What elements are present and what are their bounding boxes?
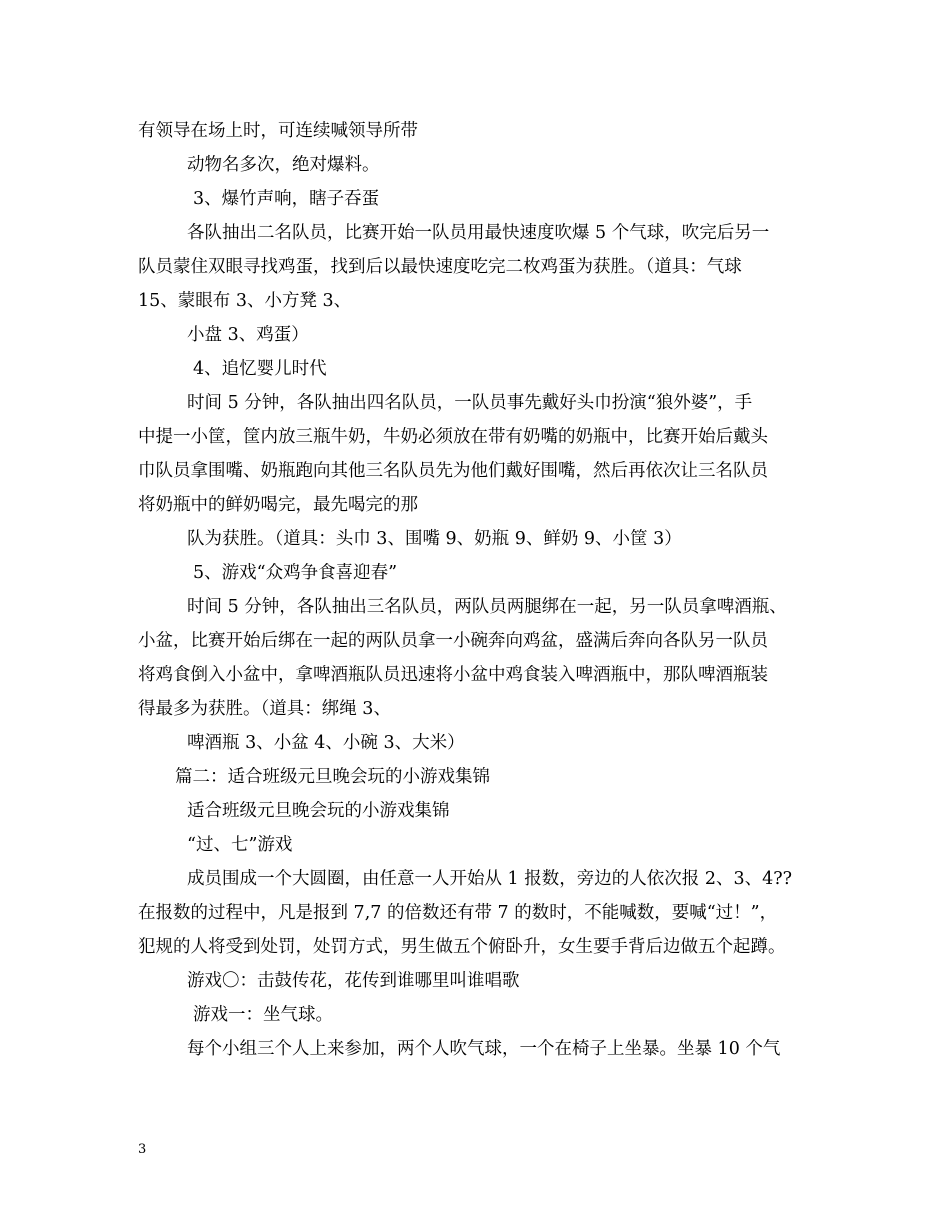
text-line: 队员蒙住双眼寻找鸡蛋，找到后以最快速度吃完二枚鸡蛋为获胜。（道具：气球: [138, 257, 742, 277]
section-heading: 5、游戏“众鸡争食喜迎春”: [193, 563, 398, 583]
text-line: 小盆，比赛开始后绑在一起的两队员拿一小碗奔向鸡盆，盛满后奔向各队另一队员: [138, 631, 768, 651]
text-line: 啤酒瓶 3、小盆 4、小碗 3、大米）: [187, 733, 465, 753]
text-line: 巾队员拿围嘴、奶瓶跑向其他三名队员先为他们戴好围嘴，然后再依次让三名队员: [138, 461, 768, 481]
text-line: 各队抽出二名队员，比赛开始一队员用最快速度吹爆 5 个气球，吹完后另一: [187, 223, 770, 243]
text-line: 每个小组三个人上来参加，两个人吹气球，一个在椅子上坐暴。坐暴 10 个气: [187, 1039, 781, 1059]
section-heading: 游戏一：坐气球。: [193, 1005, 333, 1025]
text-line: 将奶瓶中的鲜奶喝完，最先喝完的那: [138, 495, 418, 515]
text-line: 队为获胜。（道具：头巾 3、围嘴 9、奶瓶 9、鲜奶 9、小筐 3）: [187, 529, 682, 549]
subtitle: 适合班级元旦晚会玩的小游戏集锦: [187, 801, 450, 821]
text-line: 动物名多次，绝对爆料。: [187, 155, 380, 175]
text-line: 犯规的人将受到处罚，处罚方式，男生做五个俯卧升，女生要手背后边做五个起蹲。: [138, 937, 786, 957]
text-line: 得最多为获胜。（道具：绑绳 3、: [138, 699, 391, 719]
text-line: 在报数的过程中，凡是报到 7,7 的倍数还有带 7 的数时，不能喊数，要喊“过！”，: [138, 903, 778, 923]
text-line: 时间 5 分钟，各队抽出四名队员，一队员事先戴好头巾扮演“狼外婆”，手: [187, 393, 753, 413]
text-line: 有领导在场上时，可连续喊领导所带: [138, 121, 418, 141]
text-line: 成员围成一个大圆圈，由任意一人开始从 1 报数，旁边的人依次报 2、3、4??: [187, 869, 792, 889]
section-heading: 3、爆竹声响，瞎子吞蛋: [193, 189, 380, 209]
text-line: 15、蒙眼布 3、小方凳 3、: [138, 291, 352, 311]
section-heading: “过、七”游戏: [187, 835, 293, 855]
text-line: 游戏〇：击鼓传花，花传到谁哪里叫谁唱歌: [187, 971, 520, 991]
text-line: 时间 5 分钟，各队抽出三名队员，两队员两腿绑在一起，另一队员拿啤酒瓶、: [187, 597, 787, 617]
page-number: 3: [138, 1142, 147, 1157]
section-heading: 4、追忆婴儿时代: [193, 359, 327, 379]
text-line: 将鸡食倒入小盆中，拿啤酒瓶队员迅速将小盆中鸡食装入啤酒瓶中，那队啤酒瓶装: [138, 665, 768, 685]
text-line: 小盘 3、鸡蛋）: [187, 325, 309, 345]
chapter-heading: 篇二：适合班级元旦晚会玩的小游戏集锦: [175, 767, 490, 787]
text-line: 中提一小筐，筐内放三瓶牛奶，牛奶必须放在带有奶嘴的奶瓶中，比赛开始后戴头: [138, 427, 768, 447]
